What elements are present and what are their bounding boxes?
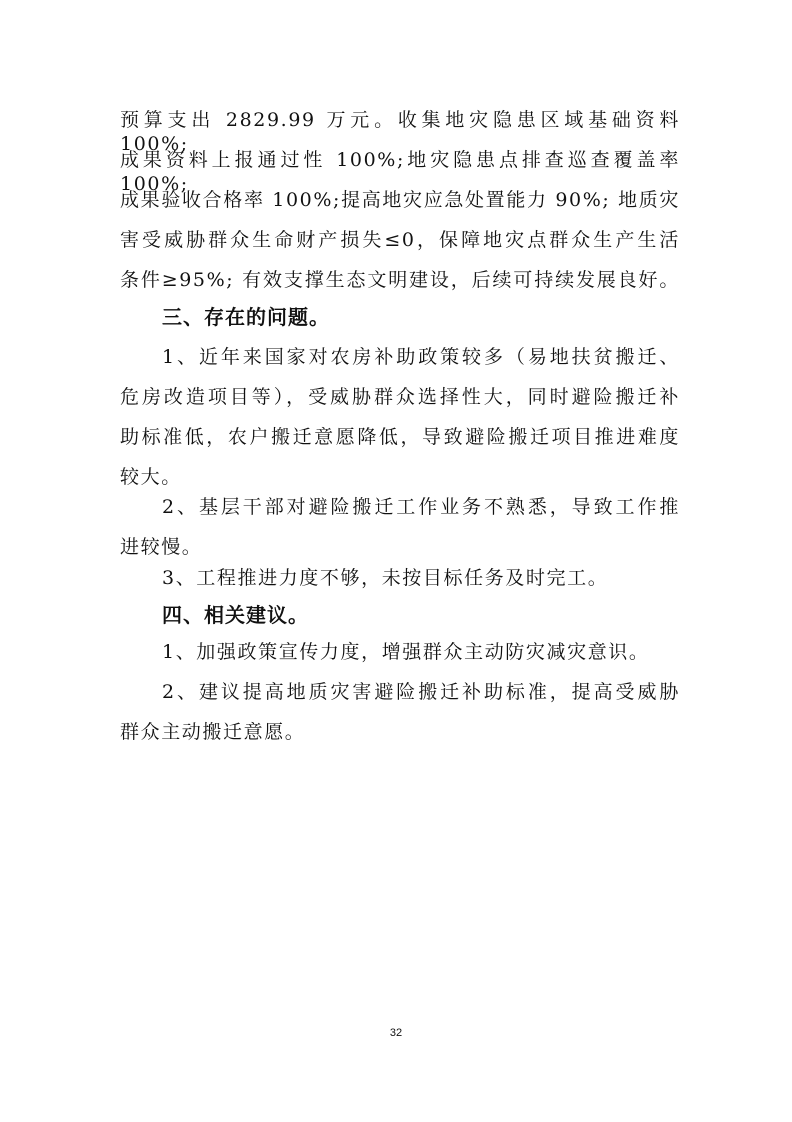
paragraph-line: 助标准低，农户搬迁意愿降低，导致避险搬迁项目推进难度	[120, 426, 680, 448]
section-heading-suggestions: 四、相关建议。	[162, 603, 309, 627]
section-heading-problems: 三、存在的问题。	[162, 305, 330, 329]
paragraph-line: 群众主动搬迁意愿。	[120, 721, 306, 743]
paragraph-line: 害受威胁群众生命财产损失≤0，保障地灾点群众生产生活	[120, 229, 680, 251]
paragraph-line: 3、工程推进力度不够，未按目标任务及时完工。	[162, 567, 609, 589]
paragraph-line: 2、基层干部对避险搬迁工作业务不熟悉，导致工作推	[162, 496, 680, 518]
paragraph-line: 进较慢。	[120, 536, 203, 558]
paragraph-line: 1、近年来国家对农房补助政策较多（易地扶贫搬迁、	[162, 346, 680, 368]
paragraph-line: 成果资料上报通过性 100%;地灾隐患点排查巡查覆盖率 100%;	[120, 149, 680, 195]
paragraph-line: 成果验收合格率 100%;提高地灾应急处置能力 90%; 地质灾	[120, 189, 680, 211]
paragraph-line: 1、加强政策宣传力度，增强群众主动防灾减灾意识。	[162, 641, 650, 663]
paragraph-line: 2、建议提高地质灾害避险搬迁补助标准，提高受威胁	[162, 681, 680, 703]
paragraph-line: 危房改造项目等），受威胁群众选择性大，同时避险搬迁补	[120, 386, 680, 408]
paragraph-line: 条件≥95%; 有效支撑生态文明建设，后续可持续发展良好。	[120, 269, 680, 291]
paragraph-line: 较大。	[120, 466, 182, 488]
paragraph-line: 预算支出 2829.99 万元。收集地灾隐患区域基础资料 100%;	[120, 109, 680, 155]
page-number: 32	[389, 1027, 403, 1039]
